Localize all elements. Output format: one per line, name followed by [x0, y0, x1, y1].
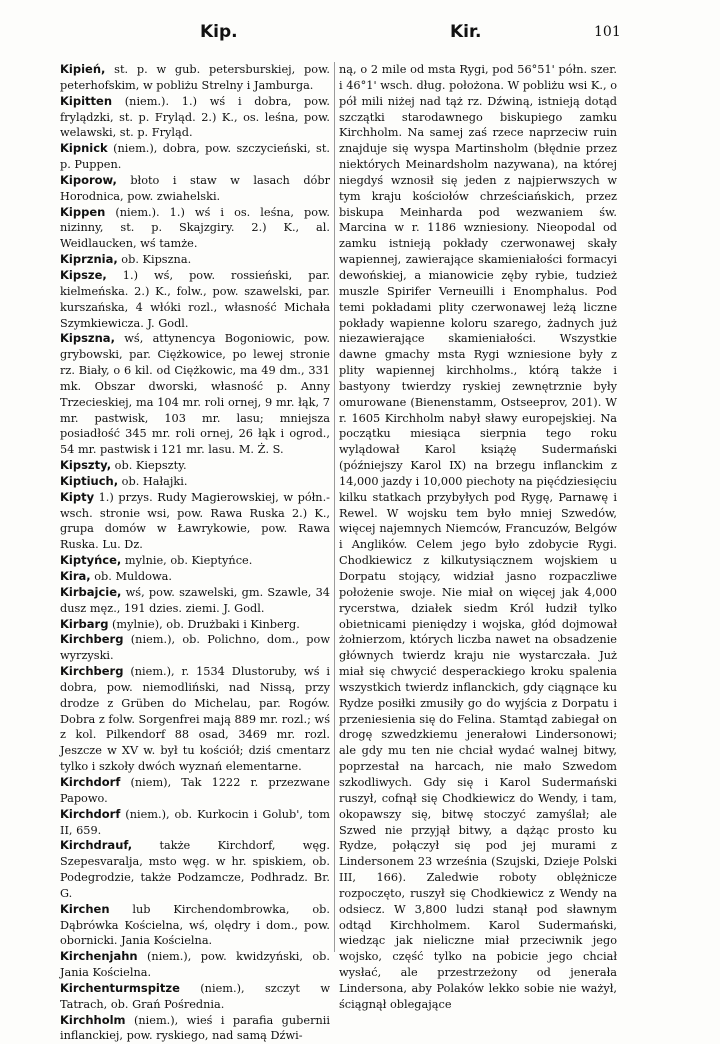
entry-text: (niem.), wieś i parafia gubernii inflanckiej, pow. ryskiego, nad samą Dźwi- [60, 1013, 330, 1043]
dictionary-entry [60, 252, 330, 268]
dictionary-entry [60, 141, 330, 173]
entry-text: (niem.), szczyt w Tatrach, ob. Grań Pośrednia. [60, 981, 330, 1011]
entry-text: ob. Kipszna. [117, 253, 192, 267]
page-header [0, 22, 720, 52]
entry-headword: Kiptyńce, [60, 553, 122, 568]
dictionary-entry [60, 569, 330, 585]
entry-text: mylnie, ob. Kieptyńce. [121, 554, 253, 568]
running-head-right: Kir. [450, 22, 482, 42]
entry-headword: Kippen [60, 204, 106, 219]
dictionary-entry [60, 902, 330, 950]
dictionary-entry [60, 775, 330, 807]
entry-headword: Kirchberg [60, 632, 124, 647]
entry-headword: Kirchenturmspitze [60, 980, 180, 995]
dictionary-entry [60, 617, 330, 633]
entry-headword: Kipszna, [60, 331, 115, 346]
dictionary-entry [60, 585, 330, 617]
entry-text: (niem.). 1.) wś i dobra, pow. frylądzki, st. p. Fryląd. 2.) K., os. leśna, pow. welawski, st. p. Fryląd. [60, 94, 330, 140]
entry-headword: Kiptiuch, [60, 473, 119, 488]
dictionary-entry [60, 268, 330, 331]
entry-text: (mylnie), ob. Drużbaki i Kinberg. [108, 617, 300, 631]
entry-headword: Kipszty, [60, 458, 112, 473]
page-number: 101 [594, 24, 621, 40]
entry-text: błoto i staw w lasach dóbr Horodnica, pow. zwiahelski. [60, 173, 330, 203]
entry-headword: Kiporow, [60, 172, 117, 187]
entry-text: także Kirchdorf, węg. Szepesvaralja, msto węg. w hr. spiskiem, ob. Podegrodzie, także Podzamcze, Podhradz. Br. G. [60, 839, 330, 900]
entry-text: (niem.), r. 1534 Dlustoruby, wś i dobra, pow. niemodliński, nad Nissą, przy drodze z Grüben do Michelau, par. Rogów. Dobra z folw. Sorgenfrei mają 889 mr. rozl.; wś z kol. Pilkendorf 88 osad, 3469 mr. rozl. Jeszcze w XV w. był tu kościół; dziś cmentarz tylko i szkoły dwóch wyznań elementarne. [60, 665, 330, 774]
entry-headword: Kirbarg [60, 616, 109, 631]
entry-headword: Kipień, [60, 62, 106, 76]
dictionary-entry [60, 173, 330, 205]
entry-text: st. p. w gub. petersburskiej, pow. peterhofskim, w pobliżu Strelny i Jamburga. [60, 63, 330, 92]
entry-text: (niem), Tak 1222 r. przezwane Papowo. [60, 775, 330, 805]
entry-text: (niem.), ob. Polichno, dom., pow wyrzyski. [60, 633, 330, 663]
entry-headword: Kirchdrauf, [60, 838, 133, 853]
dictionary-entry [60, 458, 330, 474]
running-head-left: Kip. [200, 22, 238, 42]
entry-text: (niem.), dobra, pow. szczycieński, st. p. Puppen. [60, 142, 330, 172]
entry-headword: Kirchdorf [60, 806, 121, 821]
dictionary-entry [60, 807, 330, 839]
dictionary-entry [60, 474, 330, 490]
entry-text: (niem.), pow. kwidzyński, ob. Jania Kościelna. [60, 950, 330, 980]
dictionary-entry [60, 838, 330, 901]
entry-headword: Kirchenjahn [60, 949, 138, 964]
dictionary-entry [60, 553, 330, 569]
entry-text: ob. Hałajki. [118, 474, 188, 488]
entry-headword: Kirchen [60, 901, 110, 916]
dictionary-entry [60, 331, 330, 458]
dictionary-entry [60, 94, 330, 142]
entry-text: (niem.), ob. Kurkocin i Golub', tom II, 659. [60, 807, 330, 837]
dictionary-entry [60, 981, 330, 1013]
entry-text: ob. Kiepszty. [111, 459, 187, 473]
right-column [339, 62, 617, 1013]
entry-headword: Kipsze, [60, 267, 107, 282]
dictionary-entry [60, 1013, 330, 1044]
entry-text: 1.) wś, pow. rossieński, par. kielmeńska. 2.) K., folw., pow. szawelski, par. kurszańska, 4 włóki rozl., własność Michała Szymkiewicza. J. Godl. [60, 268, 330, 330]
entry-text: (niem.). 1.) wś i os. leśna, pow. nizinny, st. p. Skajzgiry. 2.) K., al. Weidlaucken, wś tamże. [60, 205, 330, 251]
entry-headword: Kirchberg [60, 664, 124, 679]
entry-headword: Kiprznia, [60, 252, 118, 267]
dictionary-entry [60, 632, 330, 664]
entry-headword: Kirchdorf [60, 774, 121, 789]
entry-text: 1.) przys. Rudy Magierowskiej, w półn.-wsch. stronie wsi, pow. Rawa Ruska 2.) K., grupa domów w Ławrykowie, pow. Rawa Ruska. Lu. Dz. [60, 490, 330, 552]
entry-text: wś, pow. szawelski, gm. Szawle, 34 dusz męz., 191 dzies. ziemi. J. Godl. [60, 585, 330, 615]
column-divider [334, 62, 335, 952]
entry-headword: Kipty [60, 489, 95, 504]
entry-headword: Kirbajcie, [60, 584, 122, 599]
entry-headword: Kipnick [60, 141, 108, 156]
dictionary-entry [60, 62, 330, 94]
entry-headword: Kira, [60, 569, 91, 583]
dictionary-entry [60, 205, 330, 253]
right-column-text: ną, o 2 mile od msta Rygi, pod 56°51' półn. szer. i 46°1' wsch. dług. położona. W pobliżu wsi K., o pół mili niżej nad tąż rz. Dźwiną, istnieją dotąd szczątki starodawnego biskupiego zamku Kirchholm. Na samej zaś rzece naprzeciw ruin znajduje się wyspa Martinsholm (błędnie przez niektórych Meinardsholm nazywana), na której niegdyś wznosił się jeden z najpierwszych w tym kraju kościołów chrześciańskich, przez biskupa Meinharda pod wezwaniem św. Marcina w r. 1186 wzniesiony. Nieopodal od zamku istnieją pokłady czerwonawej skały wapiennej, zawierające skamieniałości formacyi dewońskiej, a mianowicie zęby rybie, tudzież muszle Spirifer Verneuilli i Enomphalus. Pod temi pokładami plity czerwonawej leżą liczne pokłady wapienne koloru szarego, żadnych już niezawierające skamieniałości. Wszystkie dawne gmachy msta Rygi wzniesione były z plity wapiennej kirchholms., którą także i bastyony twierdzy ryskiej zewnętrznie były omurowane (Bienenstamm, Ostseeprov, 201). W r. 1605 Kirchholm nabył sławy europejskiej. Na początku miesiąca sierpnia tego roku wylądował Karol książę Sudermański (późniejszy Karol IX) na brzegu inflanckim z 14,000 jazdy i 10,000 piechoty na pięćdziesięciu kilku statkach przybyłych pod Rygę, Parnawę i Rewel. W wojsku tem było mniej Szwedów, więcej najemnych Niemców, Francuzów, Belgów i Anglików. Celem jego było zdobycie Rygi. Chodkiewicz z kilkutysiącznem wojskiem u Dorpatu stojący, widział jasno rozpaczliwe położenie swoje. Nie miał on więcej jak 4,000 rycerstwa, działek siedm Król łudził tylko obietnicami pieniędzy i wojska, głód dojmował żołnierzom, których liczba nawet na obsadzenie głównych twierdz kraju nie wystarczała. Już miał się chwycić desperackiego kroku spalenia wszystkich twierdz inflanckich, gdy ciągnące ku Rydze posiłki zmusiły go do wyjścia z Dorpatu i przeniesienia się do Felina. Stamtąd zabiegał on drogę szwedzkiemu jenerałowi Lindersonowi; ale gdy mu ten nie chciał wydać walnej bitwy, poprzestał na harcach, nie mało Szwedom szkodliwych. Gdy się i Karol Sudermański ruszył, cofnął się Chodkiewicz do Wendy, i tam, okopawszy się, bitwę stoczyć zamyślał; ale Szwed nie przyjął bitwy, a dążąc prosto ku Rydze, połączył się pod jej murami z Lindersonem 23 września (Szujski, Dzieje Polski III, 166). Zaledwie roboty oblężnicze rozpoczęto, ruszył się Chodkiewicz z Wendy na odsiecz. W 3,800 ludzi stanął pod sławnym odtąd Kirchholmem. Karol Sudermański, wiedząc jak nieliczne miał przeciwnik jego wojsko, część tylko na pobicie jego chciał wysłać, ale przestrzeżony od jenerała Lindersona, aby Polaków lekko sobie nie ważył, ściągnął oblegające [339, 63, 617, 1011]
entry-headword: Kipitten [60, 93, 113, 108]
dictionary-entry [60, 490, 330, 553]
entry-text: lub Kirchendombrowka, ob. Dąbrówka Kościelna, wś, olędry i dom., pow. obornicki. Jania Kościelna. [60, 902, 330, 948]
entry-text: wś, attynencya Bogoniowic, pow. grybowski, par. Ciężkowice, po lewej stronie rz. Biały, o 6 kil. od Ciężkowic, ma 49 dm., 331 mk. Obszar dworski, własność p. Anny Trzecieskiej, ma 104 mr. roli ornej, 9 mr. łąk, 7 mr. pastwisk, 103 mr. lasu; mniejsza posiadłość 345 mr. roli ornej, 26 łąk i ogrod., 54 mr. pastwisk i 121 mr. lasu. M. Ż. S. [60, 332, 330, 457]
entry-headword: Kirchholm [60, 1012, 126, 1027]
left-column [60, 62, 330, 1044]
entry-text: ob. Muldowa. [90, 570, 172, 583]
dictionary-entry [60, 664, 330, 775]
dictionary-entry [60, 949, 330, 981]
